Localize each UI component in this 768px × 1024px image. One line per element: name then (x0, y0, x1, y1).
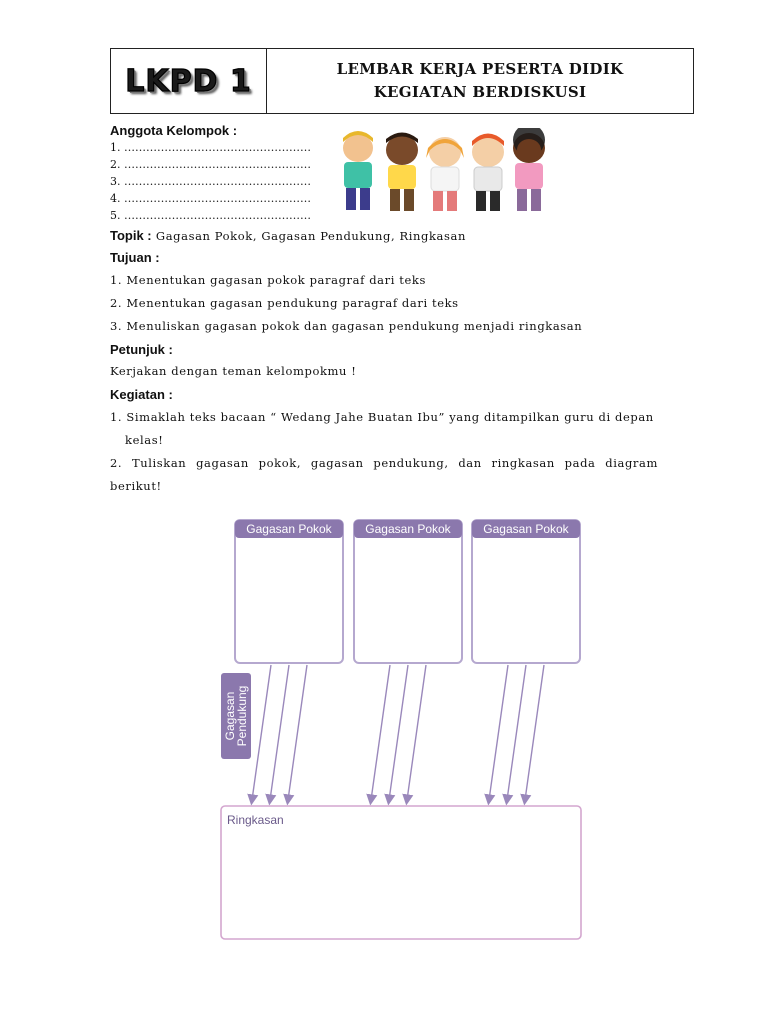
main-idea-label-1: Gagasan Pokok (246, 522, 332, 536)
main-idea-label-3: Gagasan Pokok (483, 522, 569, 536)
summary-label: Ringkasan (227, 813, 284, 827)
arrow-2-1 (371, 665, 390, 800)
main-idea-box-2[interactable] (354, 520, 462, 663)
activity-2-line-1: 2. Tuliskan gagasan pokok, gagasan pendukung, dan ringkasan pada diagram (110, 456, 658, 470)
summary-diagram (215, 515, 590, 945)
arrow-1-2 (270, 665, 289, 800)
arrow-3-1 (489, 665, 508, 800)
member-line-2: 2. …………………………………………… (110, 158, 311, 171)
title-line-2: KEGIATAN BERDISKUSI (373, 83, 587, 101)
activity-1-line-2: kelas! (125, 433, 164, 447)
arrow-1-3 (288, 665, 307, 800)
members-label: Anggota Kelompok : (110, 123, 238, 138)
title-line-1: LEMBAR KERJA PESERTA DIDIK (336, 60, 624, 78)
student-4-icon (472, 134, 504, 212)
supporting-idea-tab (221, 673, 251, 759)
instructions-label: Petunjuk : (110, 342, 173, 357)
student-5-icon (513, 128, 545, 211)
supporting-label-line-2: Pendukung (235, 685, 249, 747)
instructions-text: Kerjakan dengan teman kelompokmu ! (110, 364, 357, 378)
topic-row (110, 228, 466, 243)
supporting-label-line-1: Gagasan (223, 691, 237, 741)
student-1-icon (343, 131, 373, 210)
topic-value: Gagasan Pokok, Gagasan Pendukung, Ringkasan (155, 229, 466, 243)
main-idea-box-3[interactable] (472, 520, 580, 663)
header-table (110, 48, 694, 114)
activity-2-line-2: berikut! (110, 479, 162, 493)
supporting-arrows (252, 665, 544, 800)
topic-label: Topik : (110, 228, 152, 243)
goals-label: Tujuan : (110, 250, 160, 265)
goal-item-1: 1. Menentukan gagasan pokok paragraf dari teks (110, 273, 426, 287)
goal-item-3: 3. Menuliskan gagasan pokok dan gagasan pendukung menjadi ringkasan (110, 319, 583, 333)
member-line-1: 1. …………………………………………… (110, 141, 311, 154)
arrow-3-2 (507, 665, 526, 800)
goal-item-2: 2. Menentukan gagasan pendukung paragraf dari teks (110, 296, 459, 310)
arrow-3-3 (525, 665, 544, 800)
member-line-3: 3. …………………………………………… (110, 175, 311, 188)
students-illustration (330, 128, 555, 216)
student-2-icon (386, 133, 418, 212)
arrow-2-2 (389, 665, 408, 800)
activities-label: Kegiatan : (110, 387, 173, 402)
main-idea-box-1[interactable] (235, 520, 343, 663)
summary-box[interactable] (221, 806, 581, 939)
logo-cell (111, 49, 267, 113)
member-line-5: 5. …………………………………………… (110, 209, 311, 222)
arrow-1-1 (252, 665, 271, 800)
arrow-2-3 (407, 665, 426, 800)
title-cell (267, 49, 693, 113)
lkpd-logo: LKPD 1 (125, 63, 252, 99)
activity-1-line-1: 1. Simaklah teks bacaan “ Wedang Jahe Buatan Ibu” yang ditampilkan guru di depan (110, 410, 654, 424)
member-line-4: 4. …………………………………………… (110, 192, 311, 205)
student-3-icon (426, 137, 464, 211)
main-idea-label-2: Gagasan Pokok (365, 522, 451, 536)
